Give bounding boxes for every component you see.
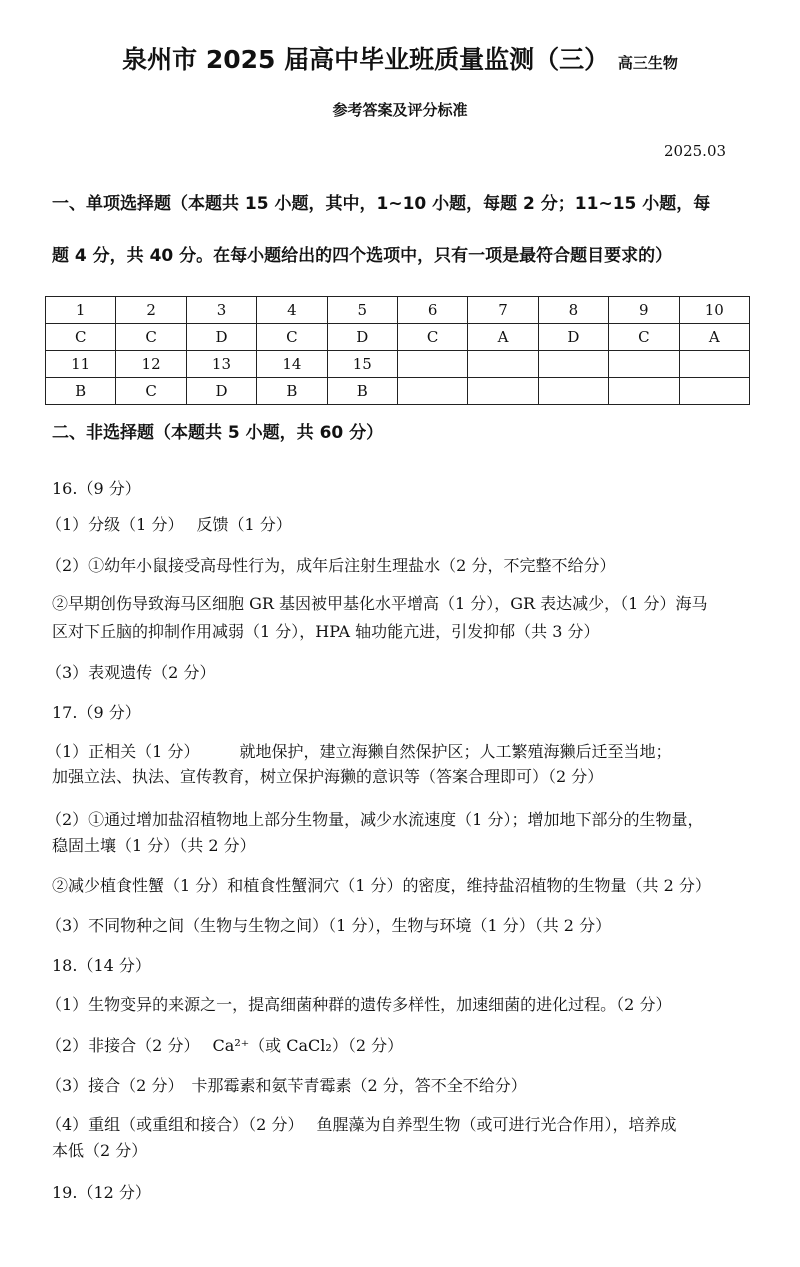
answer-line: 区对下丘脑的抑制作用减弱（1 分），HPA 轴功能亢进，引发抑郁（共 3 分） bbox=[52, 622, 600, 641]
question-number-cell: 5 bbox=[327, 297, 397, 324]
answer-line: （3）接合（2 分） 卡那霉素和氨苄青霉素（2 分，答不全不给分） bbox=[46, 1076, 527, 1095]
question-heading: 18.（14 分） bbox=[52, 956, 151, 975]
answer-cell bbox=[538, 378, 608, 405]
question-number-cell: 7 bbox=[468, 297, 538, 324]
page-title bbox=[0, 44, 800, 79]
answer-cell bbox=[397, 378, 467, 405]
answer-cell bbox=[468, 378, 538, 405]
answer-cell: A bbox=[679, 324, 749, 351]
answer-cell: C bbox=[257, 324, 327, 351]
question-number-cell: 10 bbox=[679, 297, 749, 324]
title-subject: 高三生物 bbox=[617, 54, 678, 72]
answer-cell: D bbox=[186, 378, 256, 405]
question-heading: 19.（12 分） bbox=[52, 1183, 151, 1202]
question-number-cell bbox=[397, 351, 467, 378]
question-number-cell: 13 bbox=[186, 351, 256, 378]
answer-line: （3）不同物种之间（生物与生物之间）（1 分），生物与环境（1 分）（共 2 分） bbox=[46, 916, 612, 935]
answer-cell: B bbox=[257, 378, 327, 405]
answer-line: （4）重组（或重组和接合）（2 分） 鱼腥藻为自养型生物（或可进行光合作用），培养成 bbox=[46, 1115, 677, 1134]
answer-cell: D bbox=[538, 324, 608, 351]
question-number-cell bbox=[679, 351, 749, 378]
answer-line: 本低（2 分） bbox=[52, 1141, 148, 1160]
question-number-cell: 9 bbox=[609, 297, 679, 324]
title-main: 泉州市 2025 届高中毕业班质量监测（三） bbox=[122, 45, 610, 74]
answer-line: （1）正相关（1 分） 就地保护，建立海獭自然保护区；人工繁殖海獭后迁至当地； bbox=[46, 742, 672, 761]
answer-cell: C bbox=[116, 378, 186, 405]
question-heading: 17.（9 分） bbox=[52, 703, 141, 722]
question-number-cell: 12 bbox=[116, 351, 186, 378]
question-number-cell: 8 bbox=[538, 297, 608, 324]
question-heading: 16.（9 分） bbox=[52, 479, 141, 498]
answer-line: （1）分级（1 分） 反馈（1 分） bbox=[46, 515, 292, 534]
subtitle: 参考答案及评分标准 bbox=[332, 101, 468, 119]
answer-table bbox=[45, 296, 750, 405]
answer-line: （2）非接合（2 分） Ca²⁺（或 CaCl₂）（2 分） bbox=[46, 1036, 404, 1055]
question-number-cell bbox=[468, 351, 538, 378]
answer-line: 稳固土壤（1 分）（共 2 分） bbox=[52, 836, 256, 855]
question-number-cell: 15 bbox=[327, 351, 397, 378]
answer-line: 加强立法、执法、宣传教育，树立保护海獭的意识等（答案合理即可）（2 分） bbox=[52, 767, 604, 786]
question-number-row bbox=[46, 297, 750, 324]
answer-cell: D bbox=[186, 324, 256, 351]
answer-cell bbox=[679, 378, 749, 405]
answer-line: （3）表观遗传（2 分） bbox=[46, 663, 216, 682]
answer-cell: A bbox=[468, 324, 538, 351]
answer-cell: C bbox=[609, 324, 679, 351]
section1-heading-line1: 一、单项选择题（本题共 15 小题，其中，1~10 小题，每题 2 分；11~15 小题，每 bbox=[52, 194, 711, 214]
question-number-cell: 6 bbox=[397, 297, 467, 324]
answer-cell: C bbox=[397, 324, 467, 351]
answer-line: ②早期创伤导致海马区细胞 GR 基因被甲基化水平增高（1 分），GR 表达减少，（1 分）海马 bbox=[52, 594, 708, 613]
date: 2025.03 bbox=[664, 142, 727, 160]
answer-line: （2）①通过增加盐沼植物地上部分生物量，减少水流速度（1 分）；增加地下部分的生物量， bbox=[46, 810, 704, 829]
answer-row bbox=[46, 324, 750, 351]
section1-heading-line2: 题 4 分，共 40 分。在每小题给出的四个选项中，只有一项是最符合题目要求的） bbox=[52, 246, 673, 266]
answer-line: ②减少植食性蟹（1 分）和植食性蟹洞穴（1 分）的密度，维持盐沼植物的生物量（共 2 分） bbox=[52, 876, 711, 895]
section2-heading: 二、非选择题（本题共 5 小题，共 60 分） bbox=[52, 423, 384, 443]
question-number-cell: 2 bbox=[116, 297, 186, 324]
answer-line: （1）生物变异的来源之一，提高细菌种群的遗传多样性，加速细菌的进化过程。（2 分） bbox=[46, 995, 672, 1014]
answer-cell: C bbox=[46, 324, 116, 351]
answer-cell: B bbox=[46, 378, 116, 405]
answer-cell: D bbox=[327, 324, 397, 351]
answer-cell: B bbox=[327, 378, 397, 405]
answer-line: （2）①幼年小鼠接受高母性行为，成年后注射生理盐水（2 分，不完整不给分） bbox=[46, 556, 616, 575]
question-number-cell: 4 bbox=[257, 297, 327, 324]
answer-row bbox=[46, 378, 750, 405]
question-number-cell: 11 bbox=[46, 351, 116, 378]
question-number-cell bbox=[538, 351, 608, 378]
question-number-cell: 14 bbox=[257, 351, 327, 378]
question-number-cell: 3 bbox=[186, 297, 256, 324]
question-number-row bbox=[46, 351, 750, 378]
answer-cell: C bbox=[116, 324, 186, 351]
question-number-cell bbox=[609, 351, 679, 378]
question-number-cell: 1 bbox=[46, 297, 116, 324]
answer-cell bbox=[609, 378, 679, 405]
